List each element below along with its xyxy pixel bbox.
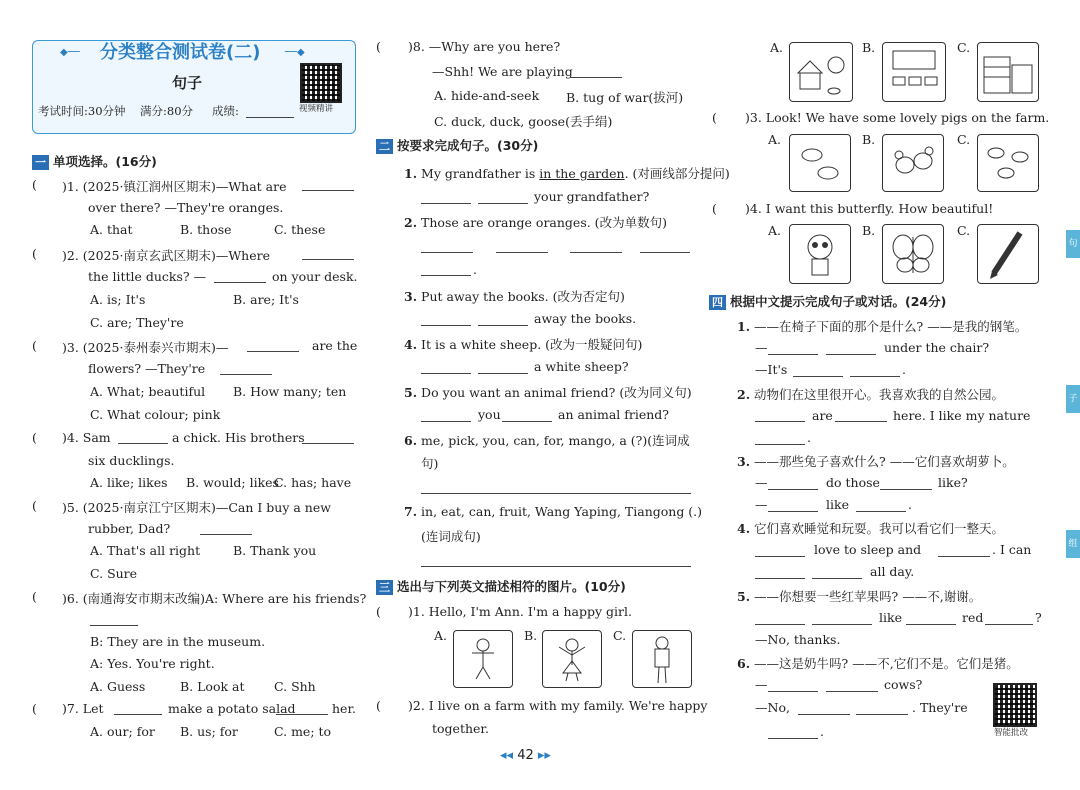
period: . [820, 724, 824, 739]
s2-item7 [404, 504, 702, 519]
s2-item5-num: 5. [404, 385, 418, 400]
s4-item2-num: 2. [737, 387, 751, 402]
s4-item4-l2: all day. [870, 564, 915, 579]
city-building-icon [978, 43, 1038, 101]
side-tab-3[interactable]: 组 [1066, 530, 1080, 558]
answer-blank[interactable] [640, 241, 690, 253]
s1-q4-line1b: a chick. His brothers [172, 430, 305, 445]
paren[interactable]: ( [32, 701, 37, 716]
s1-q4-line1a: )4. Sam [62, 430, 111, 445]
paren[interactable]: ( [32, 498, 37, 513]
s2-item7-text: in, eat, can, fruit, Wang Yaping, Tiangong (.) [421, 504, 703, 519]
s2-item3-num: 3. [404, 289, 418, 304]
section1-badge: 一 [32, 155, 49, 170]
s1-q3-opt-a[interactable]: A. What; beautiful [90, 384, 206, 399]
s1-q3-line1: )3. (2025·泰州泰兴市期末)— [62, 340, 229, 355]
s3-q2-letter-b: B. [862, 40, 876, 55]
period: . [908, 497, 912, 512]
section3-heading-text: 选出与下列英文描述相符的图片。(10分) [397, 579, 626, 594]
answer-blank[interactable] [768, 680, 818, 692]
section3-heading [376, 577, 626, 595]
answer-blank[interactable] [768, 500, 818, 512]
answer-blank[interactable] [502, 410, 552, 422]
s4-item5-l1a: like [879, 610, 902, 625]
s3-q4-letter-a: A. [768, 223, 782, 238]
s4-item5-l1b: red [962, 610, 984, 625]
s2-item1-line2: your grandfather? [534, 189, 650, 204]
answer-blank[interactable] [755, 433, 805, 445]
qr-code-grading[interactable] [993, 683, 1037, 727]
section2-badge: 二 [376, 139, 393, 154]
answer-blank[interactable] [114, 703, 162, 715]
answer-blank[interactable] [768, 478, 818, 490]
s4-item3-l1: do those [826, 475, 880, 490]
s4-item5-num: 5. [737, 589, 751, 604]
s1-q6-opt-b[interactable]: B. Look at [180, 679, 245, 694]
period: . [902, 362, 906, 377]
s3-q1-pic-a[interactable] [453, 630, 513, 688]
s3-q4-letter-c: C. [957, 223, 971, 238]
q8-opt-c[interactable]: C. duck, duck, goose(丢手绢) [434, 114, 613, 129]
paren[interactable]: ( [712, 110, 717, 125]
q8-line1: )8. —Why are you here? [408, 39, 561, 54]
s1-q5-opt-b[interactable]: B. Thank you [233, 543, 317, 558]
answer-blank[interactable] [276, 703, 328, 715]
s4-item4-num: 4. [737, 521, 751, 536]
s1-q7-line1b: make a potato salad [168, 701, 296, 716]
paren[interactable]: ( [32, 430, 37, 445]
s3-q3-pic-c[interactable] [977, 134, 1039, 192]
robot-toy-icon [790, 225, 850, 283]
s2-item3-line2: away the books. [534, 311, 637, 326]
answer-blank[interactable] [812, 613, 872, 625]
section3-badge: 三 [376, 580, 393, 595]
s2-item5-line2b: an animal friend? [558, 407, 670, 422]
s3-q2-pic-a[interactable] [789, 42, 853, 102]
s2-item4 [404, 335, 642, 353]
answer-blank[interactable] [856, 703, 908, 715]
s2-item4-num: 4. [404, 337, 418, 352]
s2-item7-text2: (连词成句) [421, 529, 481, 544]
s4-item6-l2a: —No, [755, 700, 790, 715]
s1-q7-opt-a[interactable]: A. our; for [90, 724, 155, 739]
s1-q3-line1b: are the [312, 338, 358, 353]
s3-q4-pic-c[interactable] [977, 224, 1039, 284]
answer-blank[interactable] [755, 613, 805, 625]
paren[interactable]: ( [32, 246, 37, 261]
side-tab-2[interactable]: 子 [1066, 385, 1080, 413]
page-title: 分类整合测试卷(二) [100, 42, 261, 63]
answer-blank[interactable] [850, 365, 900, 377]
s2-item1-text-a: My grandfather is [421, 166, 540, 181]
answer-blank[interactable] [247, 340, 299, 352]
s1-q3-line2: flowers? —They're [88, 361, 206, 376]
answer-line[interactable] [421, 482, 691, 494]
answer-blank[interactable] [118, 432, 168, 444]
s3-q3-pic-a[interactable] [789, 134, 851, 192]
answer-blank[interactable] [755, 410, 805, 422]
hens-icon [883, 135, 943, 191]
pigs-icon [978, 135, 1038, 191]
s1-q4-opt-b[interactable]: B. would; likes [186, 475, 279, 490]
s4-item2-l1b: here. I like my nature [893, 408, 1031, 423]
s1-q1-opt-b[interactable]: B. those [180, 222, 232, 237]
s4-item1-l2: —It's [755, 362, 788, 377]
answer-blank[interactable] [880, 478, 932, 490]
paren[interactable]: ( [376, 604, 381, 619]
deco-right: ──◆ [285, 47, 305, 58]
answer-blank[interactable] [421, 264, 471, 276]
s1-q6-line2: B: They are in the museum. [90, 634, 266, 649]
s1-q2-line1: )2. (2025·南京玄武区期末)—Where [62, 248, 270, 263]
s2-item2-num: 2. [404, 215, 418, 230]
s4-item5-l1c: ? [1035, 610, 1042, 625]
answer-blank[interactable] [90, 614, 138, 626]
exam-time: 考试时间:30分钟 [38, 104, 126, 118]
s4-item4-l1a: love to sleep and [814, 542, 922, 557]
s1-q1-opt-a[interactable]: A. that [90, 222, 133, 237]
s4-item2-l1a: are [812, 408, 833, 423]
s2-item1-text-b: . (对画线部分提问) [624, 166, 730, 181]
answer-blank[interactable] [798, 703, 850, 715]
answer-blank[interactable] [906, 613, 956, 625]
s1-q7-line1a: )7. Let [62, 701, 104, 716]
answer-blank[interactable] [768, 727, 818, 739]
s2-item5 [404, 383, 692, 401]
s3-q1: )1. Hello, I'm Ann. I'm a happy girl. [408, 604, 632, 619]
s2-item5-text: Do you want an animal friend? (改为同义句) [421, 385, 692, 400]
s4-item4 [737, 519, 1004, 537]
section2-heading [376, 136, 538, 154]
answer-blank[interactable] [421, 410, 471, 422]
paren[interactable]: ( [376, 698, 381, 713]
section4-badge: 四 [709, 295, 726, 310]
deco-left: ◆── [60, 47, 80, 58]
s1-q4-line2: six ducklings. [88, 453, 175, 468]
answer-blank[interactable] [302, 248, 354, 260]
s2-item1-underlined: in the garden [539, 166, 625, 181]
s1-q5-opt-c[interactable]: C. Sure [90, 566, 138, 581]
s4-item3-l2: like [826, 497, 849, 512]
answer-blank[interactable] [755, 567, 805, 579]
s1-q1-opt-c[interactable]: C. these [274, 222, 326, 237]
full-score: 满分:80分 [140, 104, 194, 118]
dash: — [755, 340, 768, 355]
paren[interactable]: ( [376, 39, 381, 54]
score-blank[interactable] [246, 106, 294, 118]
qr-code[interactable] [300, 63, 342, 103]
page-number: 42 [517, 748, 534, 763]
answer-blank[interactable] [812, 567, 862, 579]
side-tab-1[interactable]: 句 [1066, 230, 1080, 258]
s4-item6-cn: ——这是奶牛吗? ——不,它们不是。它们是猪。 [754, 656, 1019, 671]
girl-jumping-icon [454, 631, 512, 687]
s3-q2-pic-b[interactable] [882, 42, 946, 102]
answer-blank[interactable] [302, 432, 354, 444]
answer-blank[interactable] [793, 365, 843, 377]
s1-q6-opt-c[interactable]: C. Shh [274, 679, 316, 694]
answer-line[interactable] [421, 555, 691, 567]
s2-item1 [404, 164, 730, 182]
s1-q5-opt-a[interactable]: A. That's all right [90, 543, 201, 558]
page-footer [500, 748, 551, 763]
s4-item4-l1b: . I can [992, 542, 1032, 557]
s4-item2-cn: 动物们在这里很开心。我喜欢我的自然公园。 [754, 387, 1005, 402]
section2-heading-text: 按要求完成句子。(30分) [397, 138, 539, 153]
answer-blank[interactable] [421, 362, 471, 374]
s4-item6-l2b: . They're [912, 700, 968, 715]
s4-item1-num: 1. [737, 319, 751, 334]
answer-blank[interactable] [496, 241, 548, 253]
answer-blank[interactable] [570, 241, 622, 253]
s1-q6-line1: )6. (南通海安市期末改编)A: Where are his friends? [62, 591, 367, 606]
s4-item5-l2: —No, thanks. [755, 632, 841, 647]
answer-blank[interactable] [768, 343, 818, 355]
s1-q1-line1: )1. (2025·镇江润州区期末)—What are [62, 179, 287, 194]
section1-heading-text: 单项选择。(16分) [53, 154, 157, 169]
s3-q3-letter-c: C. [957, 132, 971, 147]
s2-item5-line2a: you [478, 407, 501, 422]
section1-heading [32, 152, 157, 170]
answer-blank[interactable] [826, 680, 878, 692]
s1-q5-line2: rubber, Dad? [88, 521, 171, 536]
pencil-icon [978, 225, 1038, 283]
s1-q4-opt-a[interactable]: A. like; likes [90, 475, 168, 490]
s4-item5-cn: ——你想要一些红苹果吗? ——不,谢谢。 [754, 589, 982, 604]
s3-q4-letter-b: B. [862, 223, 876, 238]
s2-item3 [404, 287, 625, 305]
s4-item6-l1: cows? [884, 677, 923, 692]
s3-q3: )3. Look! We have some lovely pigs on the farm. [745, 110, 1050, 125]
s4-item1 [737, 317, 1027, 335]
answer-blank[interactable] [421, 314, 471, 326]
s1-q6-line3: A: Yes. You're right. [90, 656, 215, 671]
answer-blank[interactable] [421, 241, 473, 253]
s3-q1-letter-b: B. [524, 628, 538, 643]
s3-q3-letter-a: A. [768, 132, 782, 147]
s4-item5 [737, 587, 981, 605]
girl-dancing-icon [543, 631, 601, 687]
s1-q3-opt-c[interactable]: C. What colour; pink [90, 407, 221, 422]
paren[interactable]: ( [32, 589, 37, 604]
s3-q1-letter-a: A. [434, 628, 448, 643]
s1-q4-opt-c[interactable]: C. has; have [274, 475, 352, 490]
s3-q2-line-a: )2. I live on a farm with my family. We're happy [408, 698, 708, 713]
answer-blank[interactable] [478, 192, 528, 204]
s1-q2-opt-b[interactable]: B. are; It's [233, 292, 299, 307]
s2-item6-num: 6. [404, 433, 418, 448]
answer-blank[interactable] [214, 271, 266, 283]
s3-q4: )4. I want this butterfly. How beautiful! [745, 201, 994, 216]
farm-scene-icon [790, 43, 852, 101]
s4-item6 [737, 654, 1019, 672]
s3-q3-pic-b[interactable] [882, 134, 944, 192]
answer-blank[interactable] [856, 500, 906, 512]
s3-q1-letter-c: C. [613, 628, 627, 643]
s2-item6-text2: 句) [421, 456, 439, 471]
s3-q2-pic-c[interactable] [977, 42, 1039, 102]
section4-heading-text: 根据中文提示完成句子或对话。(24分) [730, 294, 947, 309]
answer-blank[interactable] [200, 523, 252, 535]
page-subtitle: 句子 [172, 74, 203, 92]
s1-q7-opt-b[interactable]: B. us; for [180, 724, 238, 739]
dash: — [755, 497, 768, 512]
s4-item2 [737, 385, 1004, 403]
q8-line2: —Shh! We are playing [432, 64, 573, 79]
answer-blank[interactable] [478, 314, 528, 326]
period: . [807, 430, 811, 445]
s1-q3-opt-b[interactable]: B. How many; ten [233, 384, 347, 399]
dash: — [755, 475, 768, 490]
s2-item2 [404, 213, 667, 231]
s2-item3-text: Put away the books. (改为否定句) [421, 289, 625, 304]
s3-q2-letter-c: C. [957, 40, 971, 55]
s1-q1-line2: over there? —They're oranges. [88, 200, 284, 215]
s2-item2-text: Those are orange oranges. (改为单数句) [421, 215, 667, 230]
next-arrow-icon: ▸▸ [533, 748, 551, 763]
s3-q1-pic-b[interactable] [542, 630, 602, 688]
dash: — [755, 677, 768, 692]
s3-q2-letter-a: A. [770, 40, 784, 55]
answer-blank[interactable] [570, 66, 622, 78]
s1-q7-opt-c[interactable]: C. me; to [274, 724, 332, 739]
classroom-icon [883, 43, 945, 101]
s4-item1-l1: under the chair? [884, 340, 990, 355]
s1-q2-line2b: on your desk. [272, 269, 358, 284]
q8-opt-a[interactable]: A. hide-and-seek [434, 88, 540, 103]
answer-blank[interactable] [421, 192, 471, 204]
s4-item3-cn: ——那些兔子喜欢什么? ——它们喜欢胡萝卜。 [754, 454, 1015, 469]
s2-item1-num: 1. [404, 166, 418, 181]
answer-blank[interactable] [835, 410, 887, 422]
answer-blank[interactable] [938, 545, 990, 557]
cows-icon [790, 135, 850, 191]
s1-q5-line1: )5. (2025·南京江宁区期末)—Can I buy a new [62, 500, 331, 515]
answer-blank[interactable] [985, 613, 1033, 625]
s2-item4-line2: a white sheep? [534, 359, 629, 374]
q8-opt-b[interactable]: B. tug of war(拔河) [566, 90, 684, 105]
answer-blank[interactable] [478, 362, 528, 374]
prev-arrow-icon: ◂◂ [500, 748, 518, 763]
s3-q1-pic-c[interactable] [632, 630, 692, 688]
s3-q4-pic-b[interactable] [882, 224, 944, 284]
period: . [473, 262, 477, 277]
s1-q2-opt-a[interactable]: A. is; It's [90, 292, 146, 307]
section4-heading [709, 292, 946, 310]
paren[interactable]: ( [32, 338, 37, 353]
s2-item4-text: It is a white sheep. (改为一般疑问句) [421, 337, 643, 352]
answer-blank[interactable] [220, 363, 272, 375]
qr-grading-caption: 智能批改 [994, 728, 1029, 738]
butterfly-icon [883, 225, 943, 283]
s4-item3-num: 3. [737, 454, 751, 469]
s1-q7-line1c: her. [332, 701, 357, 716]
s1-q2-line2a: the little ducks? — [88, 269, 207, 284]
s4-item6-num: 6. [737, 656, 751, 671]
s4-item3-l1b: like? [938, 475, 968, 490]
s1-q6-opt-a[interactable]: A. Guess [90, 679, 146, 694]
answer-blank[interactable] [755, 545, 805, 557]
s2-item6 [404, 431, 690, 449]
score-label: 成绩: [212, 104, 239, 118]
answer-blank[interactable] [826, 343, 876, 355]
qr-caption: 视频精讲 [299, 104, 334, 114]
s4-item4-cn: 它们喜欢睡觉和玩耍。我可以看它们一整天。 [754, 521, 1005, 536]
s3-q3-letter-b: B. [862, 132, 876, 147]
s3-q2-line-b: together. [432, 721, 489, 736]
paren[interactable]: ( [712, 201, 717, 216]
s3-q4-pic-a[interactable] [789, 224, 851, 284]
s4-item3 [737, 452, 1015, 470]
s4-item1-cn: ——在椅子下面的那个是什么? ——是我的钢笔。 [754, 319, 1028, 334]
s2-item7-num: 7. [404, 504, 418, 519]
paren[interactable]: ( [32, 177, 37, 192]
boy-standing-icon [633, 631, 691, 687]
s2-item6-text: me, pick, you, can, for, mango, a (?)(连词成 [421, 433, 690, 448]
answer-blank[interactable] [302, 179, 354, 191]
s1-q2-opt-c[interactable]: C. are; They're [90, 315, 184, 330]
